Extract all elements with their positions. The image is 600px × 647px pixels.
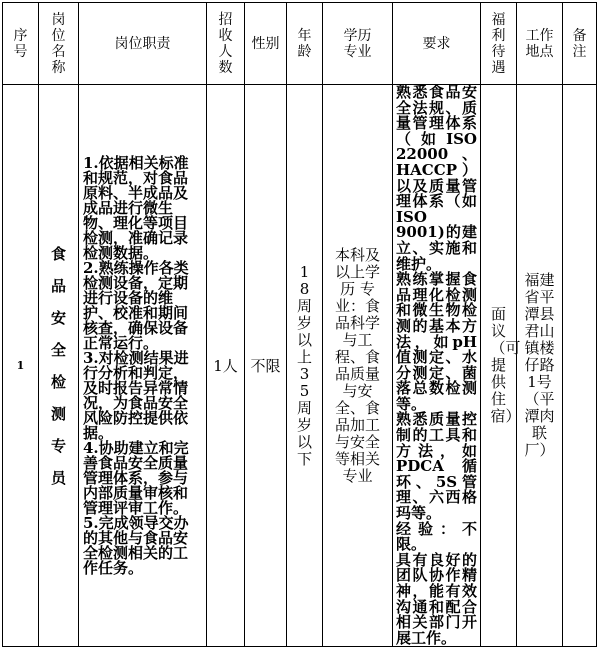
cell-seq: 1 [3, 85, 39, 647]
duty-item: 5.完成领导交办的其他与食品安全检测相关的工作任务。 [83, 513, 189, 577]
cell-requirements [393, 85, 481, 647]
duty-item: 1.依据相关标准和规范，对食品原料、半成品及成品进行微生物、理化等项目检测，准确记录检测数据。 [83, 153, 189, 262]
header-row [3, 3, 597, 85]
header-gender: 性别 [245, 3, 287, 85]
cell-remarks [563, 85, 597, 647]
requirement-item: 经验：不限。 [396, 519, 477, 554]
cell-location: 福建省平潭县君山镇楼仔路1号（平潭肉联厂） [517, 85, 563, 647]
cell-headcount: 1人 [207, 85, 245, 647]
cell-duties [79, 85, 207, 647]
header-education: 学历专业 [323, 3, 393, 85]
cell-age: 18周岁以上 35周岁以下 [287, 85, 323, 647]
table-row [3, 85, 597, 647]
header-requirements: 要求 [393, 3, 481, 85]
requirement-item: 熟练掌握食品理化检测和微生物检测的基本方法，如pH值测定、水分测定、菌落总数检测等。 [396, 270, 477, 413]
requirement-item: 熟悉食品安全法规、质量管理体系（如ISO 22000、HACCP）以及质量管理体系（如ISO 9001)的建立、实施和维护。 [396, 83, 477, 273]
duty-item: 3.对检测结果进行分析和判定，及时报告异常情况，为食品安全风险防控提供依据。 [83, 348, 189, 442]
duty-item: 4.协助建立和完善食品安全质量管理体系，参与内部质量审核和管理评审工作。 [83, 438, 189, 517]
cell-welfare: 面议（可提供住宿） [481, 85, 517, 647]
requirement-item: 具有良好的团队协作精神，能有效沟通和配合相关部门开展工作。 [396, 550, 477, 647]
header-welfare: 福利待遇 [481, 3, 517, 85]
cell-education: 本科及以上学历 专业：食品科学与工程、食品质量与安全、食品加工与安全等相关专业 [323, 85, 393, 647]
requirement-item: 熟悉质量控制的工具和方法，如PDCA循环、5S管理、六西格玛等。 [396, 410, 477, 523]
header-duties: 岗位职责 [79, 3, 207, 85]
header-location: 工作地点 [517, 3, 563, 85]
header-seq: 序号 [3, 3, 39, 85]
cell-position: 食品安全检测专员 [39, 85, 79, 647]
cell-gender: 不限 [245, 85, 287, 647]
job-posting-table [2, 2, 597, 647]
header-remarks: 备注 [563, 3, 597, 85]
duty-item: 2.熟练操作各类检测设备，定期进行设备的维护、校准和期间核查，确保设备正常运行。 [83, 258, 189, 352]
header-position: 岗位名称 [39, 3, 79, 85]
header-age: 年龄 [287, 3, 323, 85]
header-headcount: 招收人数 [207, 3, 245, 85]
